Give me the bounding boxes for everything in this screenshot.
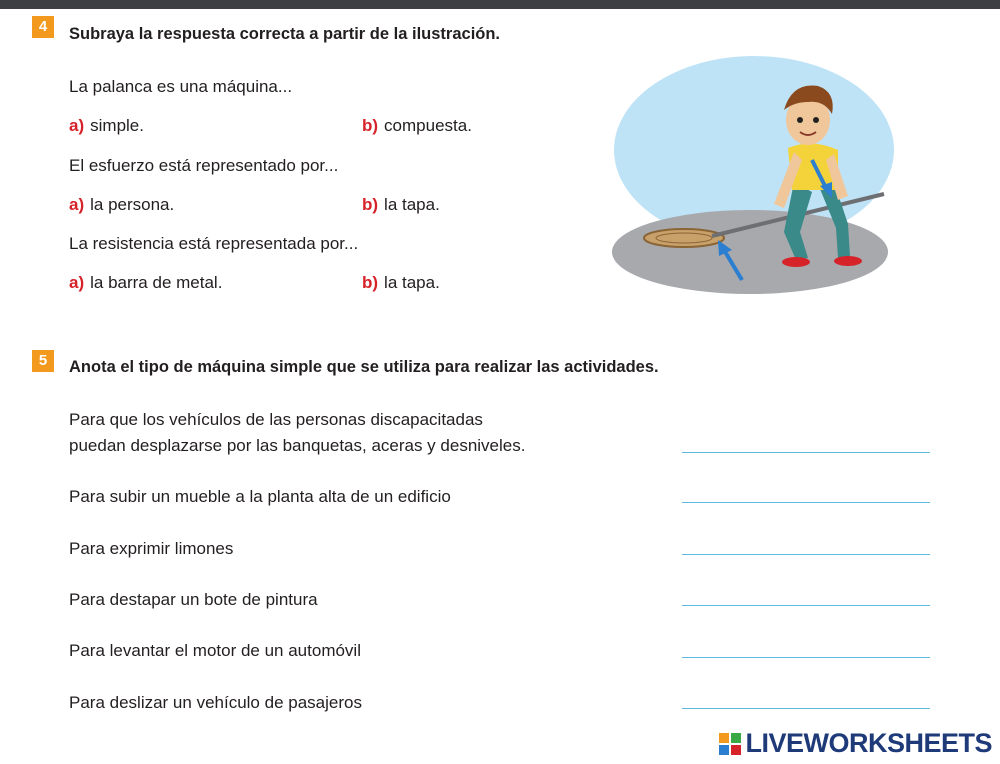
activity-2-answer-input[interactable] bbox=[682, 480, 930, 503]
question-3-prompt: La resistencia está representada por... bbox=[69, 234, 359, 253]
option-letter: b) bbox=[362, 195, 379, 214]
option-letter: a) bbox=[69, 195, 85, 214]
option-text: la persona. bbox=[90, 195, 175, 214]
boy-eye-left bbox=[797, 117, 803, 123]
activity-5-text: Para levantar el motor de un automóvil bbox=[69, 641, 361, 660]
activity-6-text: Para deslizar un vehículo de pasajeros bbox=[69, 693, 362, 712]
brand-text: LIVEWORKSHEETS bbox=[745, 728, 992, 758]
boy-shoe-left bbox=[782, 257, 810, 267]
question-1-prompt: La palanca es una máquina... bbox=[69, 77, 293, 96]
top-bar bbox=[0, 0, 1000, 9]
activity-1-line-1: Para que los vehículos de las personas discapacitadas bbox=[69, 410, 483, 429]
activity-3-answer-input[interactable] bbox=[682, 532, 930, 555]
question-1-option-a[interactable] bbox=[69, 116, 144, 136]
question-2-option-a[interactable] bbox=[69, 195, 174, 215]
activity-3-text: Para exprimir limones bbox=[69, 539, 234, 558]
activity-5-answer-input[interactable] bbox=[682, 635, 930, 658]
section-4-number: 4 bbox=[32, 16, 54, 38]
activity-1-line-2: puedan desplazarse por las banquetas, aceras y desniveles. bbox=[69, 436, 526, 455]
boy-shoe-right bbox=[834, 256, 862, 266]
question-3-option-b[interactable] bbox=[362, 273, 440, 293]
option-text: la tapa. bbox=[384, 195, 440, 214]
option-letter: b) bbox=[362, 116, 379, 135]
option-letter: a) bbox=[69, 273, 85, 292]
question-1-option-b[interactable] bbox=[362, 116, 472, 136]
liveworksheets-logo-icon bbox=[719, 733, 741, 755]
section-5-heading: Anota el tipo de máquina simple que se utiliza para realizar las actividades. bbox=[69, 358, 659, 376]
lever-illustration bbox=[612, 52, 896, 298]
question-2-prompt: El esfuerzo está representado por... bbox=[69, 156, 339, 175]
question-3-option-a[interactable] bbox=[69, 273, 222, 293]
activity-6-answer-input[interactable] bbox=[682, 686, 930, 709]
option-letter: a) bbox=[69, 116, 85, 135]
activity-4-answer-input[interactable] bbox=[682, 583, 930, 606]
section-5-number: 5 bbox=[32, 350, 54, 372]
liveworksheets-brand bbox=[719, 728, 992, 759]
option-text: simple. bbox=[90, 116, 144, 135]
question-2-option-b[interactable] bbox=[362, 195, 440, 215]
option-letter: b) bbox=[362, 273, 379, 292]
boy-eye-right bbox=[813, 117, 819, 123]
activity-4-text: Para destapar un bote de pintura bbox=[69, 590, 318, 609]
option-text: la tapa. bbox=[384, 273, 440, 292]
activity-1-answer-input[interactable] bbox=[682, 430, 930, 453]
activity-2-text: Para subir un mueble a la planta alta de un edificio bbox=[69, 487, 451, 506]
option-text: compuesta. bbox=[384, 116, 472, 135]
option-text: la barra de metal. bbox=[90, 273, 223, 292]
section-4-heading: Subraya la respuesta correcta a partir de la ilustración. bbox=[69, 25, 501, 43]
